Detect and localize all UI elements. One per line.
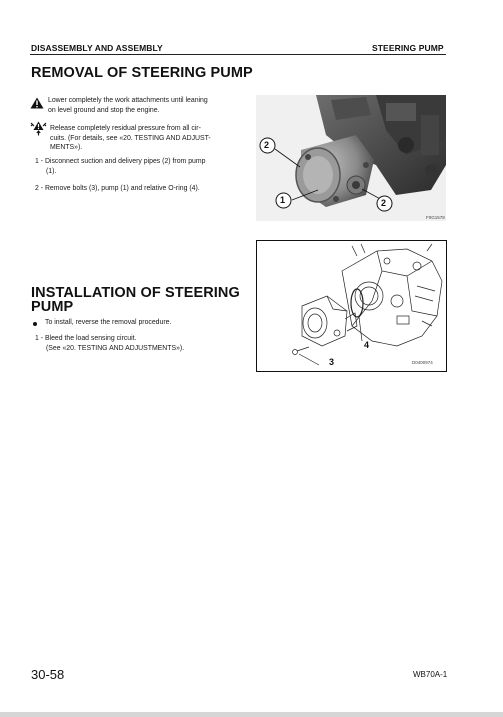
model-code: WB70A-1	[413, 670, 448, 679]
removal-step-1	[35, 157, 205, 176]
warning-text-1-line: Lower completely the work attachments until leaning	[48, 97, 208, 104]
header-topic: STEERING PUMP	[372, 43, 444, 53]
removal-step-1-line: 1 - Disconnect suction and delivery pipes (2) from pump	[35, 158, 206, 165]
photo-callout-2-bottom	[376, 195, 393, 212]
removal-step-2: 2 - Remove bolts (3), pump (1) and relative O-ring (4).	[35, 185, 200, 192]
installation-title-line: INSTALLATION OF STEERING	[31, 285, 240, 301]
warning-text-1	[48, 96, 208, 115]
warning-triangle-icon	[30, 96, 44, 108]
header-section-title: DISASSEMBLY AND ASSEMBLY	[31, 43, 163, 53]
installation-bullet: To install, reverse the removal procedure.	[45, 319, 172, 326]
page-bottom-edge	[0, 712, 503, 717]
photo-callout-2-bottom-label: 2	[381, 198, 387, 208]
warning-text-2-line: Release completely residual pressure from all cir-	[50, 125, 201, 132]
warning-text-2	[50, 124, 211, 153]
installation-title	[31, 286, 240, 314]
photo-figure-code: F0G1578	[426, 215, 445, 220]
installation-step-1	[35, 334, 184, 353]
photo-callout-1-label: 1	[280, 195, 286, 205]
installation-title-line: PUMP	[31, 299, 74, 315]
warning-text-2-line: cuits. (For details, see «20. TESTING AND ADJUST-	[50, 134, 211, 142]
header-rule	[30, 54, 446, 55]
removal-title: REMOVAL OF STEERING PUMP	[31, 65, 253, 81]
removal-step-1-line: (1).	[46, 167, 57, 175]
photo-callout-2-top-label: 2	[264, 140, 270, 150]
installation-step-1-line: 1 - Bleed the load sensing circuit.	[35, 335, 137, 342]
page-number: 30-58	[31, 667, 65, 682]
warning-text-1-line: on level ground and stop the engine.	[48, 106, 160, 114]
bullet-dot	[33, 322, 37, 326]
drawing-figure-code: D0400974	[412, 360, 433, 365]
pressure-warning-icon	[30, 121, 47, 136]
warning-text-2-line: MENTS»).	[50, 144, 83, 152]
photo-callout-1	[275, 192, 292, 209]
installation-step-1-line: (See «20. TESTING AND ADJUSTMENTS»).	[46, 344, 185, 352]
drawing-callout-3: 3	[329, 357, 335, 367]
pump-exploded-drawing	[256, 240, 447, 372]
drawing-callout-4: 4	[364, 340, 370, 350]
